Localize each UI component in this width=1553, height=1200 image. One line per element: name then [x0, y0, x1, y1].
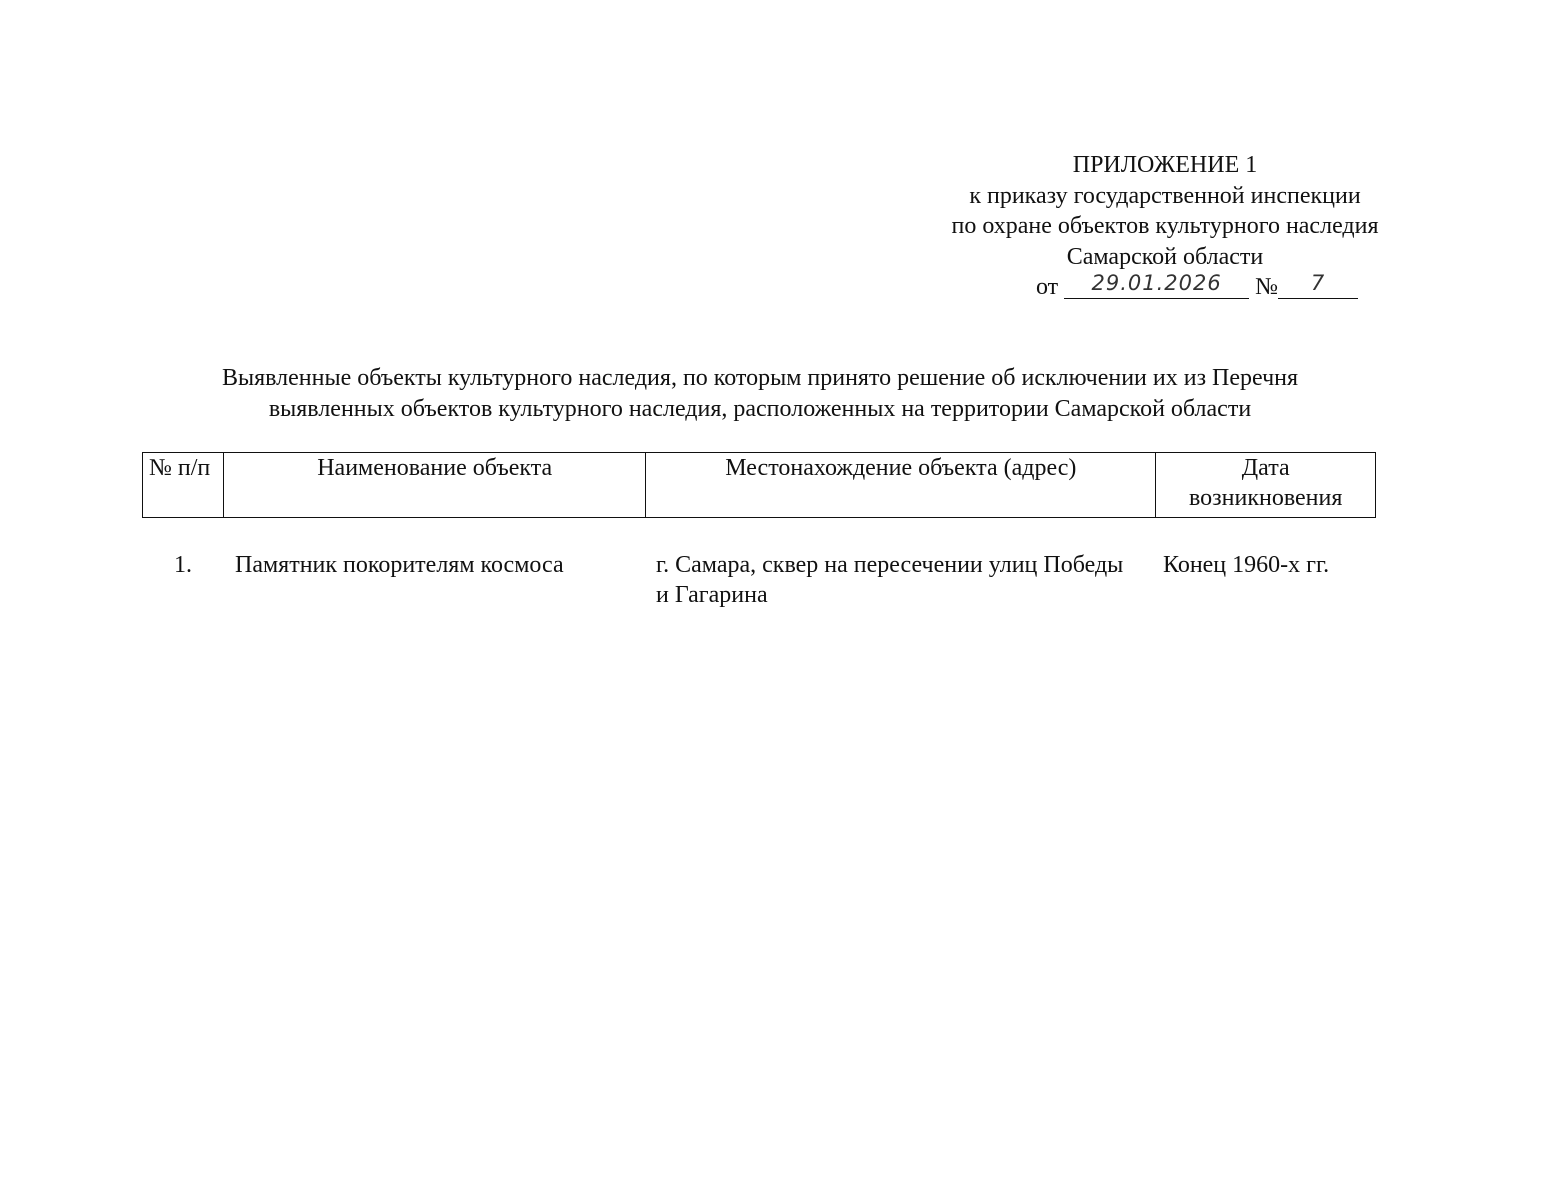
- order-date-field: [1064, 272, 1249, 299]
- row-name: Памятник покорителям космоса: [235, 552, 564, 578]
- header-name: Наименование объекта: [224, 453, 646, 518]
- order-date-line: [964, 272, 1430, 303]
- header-number: № п/п: [143, 453, 224, 518]
- order-date-value: 29.01.2026: [1091, 271, 1222, 295]
- appendix-line-3: Самарской области: [1066, 243, 1264, 270]
- number-prefix: №: [1255, 274, 1279, 300]
- row-address: г. Самара, сквер на пересечении улиц Победы и Гагарина: [656, 552, 1124, 608]
- appendix-title: ПРИЛОЖЕНИЕ 1: [1072, 152, 1258, 178]
- objects-table-header: [142, 452, 1376, 518]
- appendix-line-2: по охране объектов культурного наследия: [951, 213, 1379, 239]
- date-prefix: от: [1035, 274, 1059, 300]
- header-address: Местонахождение объекта (адрес): [646, 453, 1156, 518]
- order-number-value: 7: [1310, 271, 1326, 295]
- document-title-line-2: выявленных объектов культурного наследия, расположенных на территории Самарской области: [268, 396, 1252, 422]
- row-date: Конец 1960-х гг.: [1163, 552, 1330, 578]
- document-title: [140, 363, 1380, 425]
- appendix-line-1: к приказу государственной инспекции: [969, 182, 1361, 209]
- table-header-row: [143, 453, 1376, 518]
- header-date: Дата возникновения: [1156, 453, 1376, 518]
- document-title-line-1: Выявленные объекты культурного наследия, по которым принято решение об исключении их из Перечня: [221, 365, 1299, 391]
- appendix-block: [900, 150, 1430, 303]
- row-number: 1.: [174, 552, 192, 578]
- order-number-field: [1278, 272, 1358, 299]
